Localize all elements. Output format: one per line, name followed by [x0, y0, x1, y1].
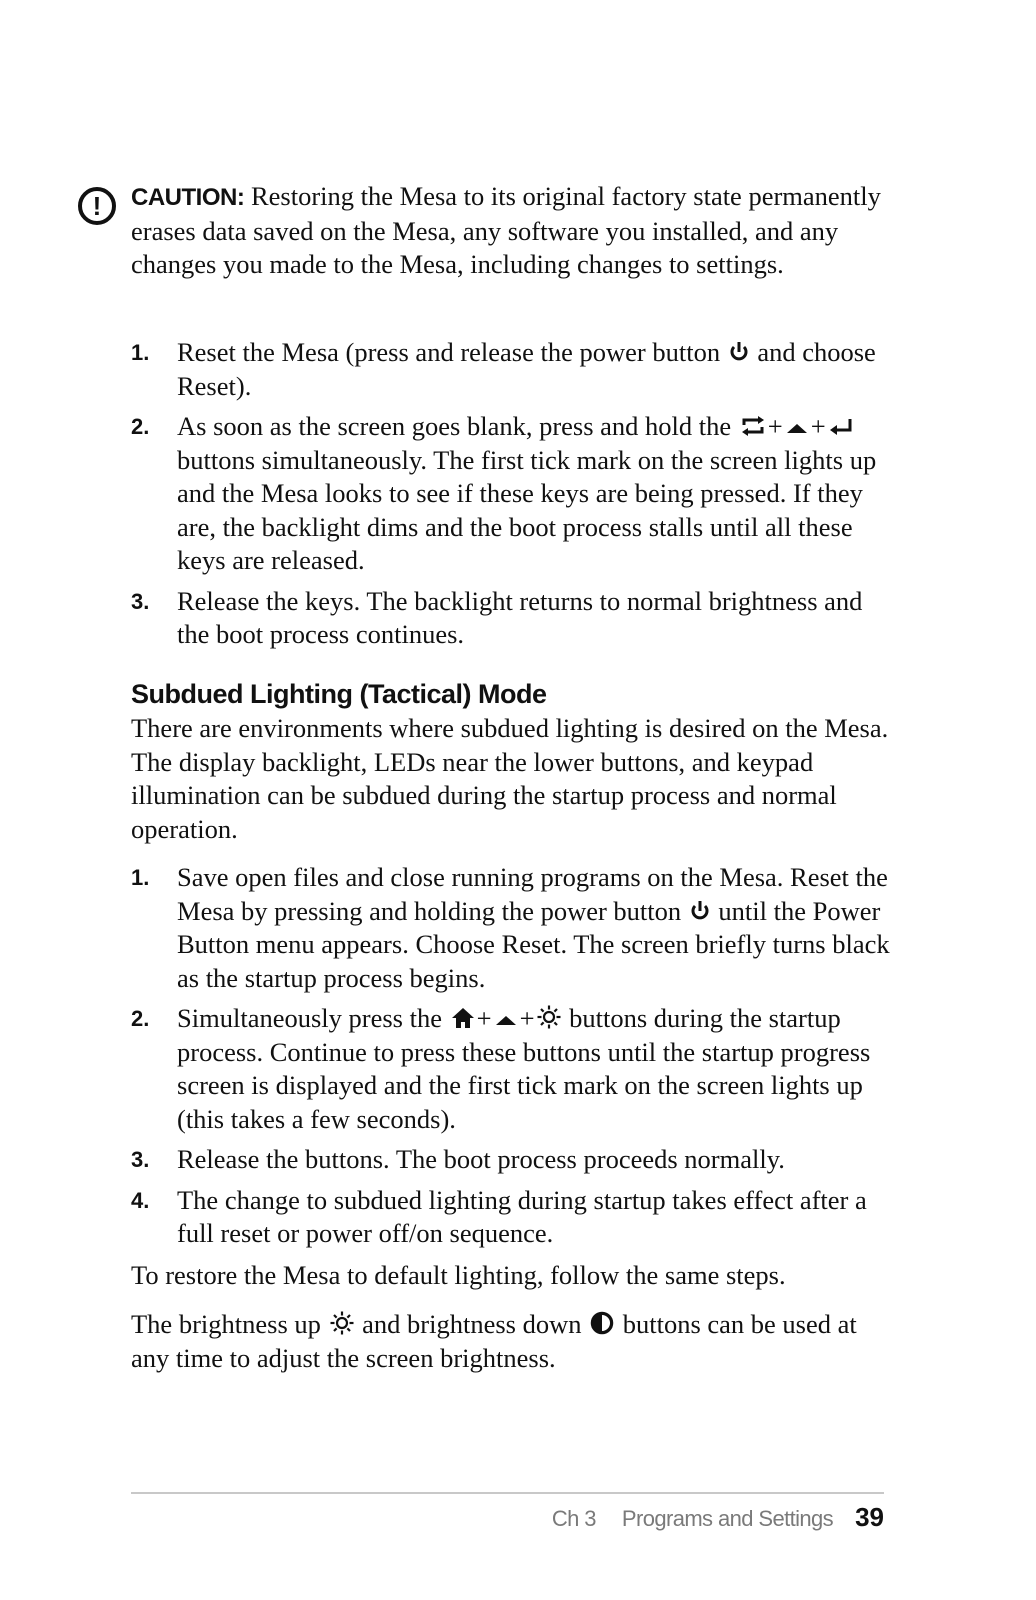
list-item [131, 585, 901, 652]
footer-section: Programs and Settings [621, 1506, 834, 1531]
up-arrow-icon [494, 1013, 518, 1029]
brightness-note [131, 1308, 891, 1375]
step-number: 3. [131, 1147, 150, 1172]
plus-sign: + [810, 411, 826, 441]
brightness-down-icon [590, 1311, 614, 1335]
list-item [131, 1143, 901, 1177]
subdued-steps-list [131, 861, 901, 1258]
plus-sign: + [519, 1003, 535, 1033]
caution-text: Restoring the Mesa to its original factory state permanently erases data saved on the Mesa, any software you installed, and any changes you made to the Mesa, including changes to settings. [131, 181, 881, 279]
caution-label: CAUTION: [131, 184, 245, 211]
list-item [131, 1184, 901, 1251]
list-item [131, 861, 901, 995]
step-text: Reset the Mesa (press and release the power button [177, 337, 727, 367]
step-number: 3. [131, 588, 150, 614]
step-text: Save open files and close running programs on the Mesa. Reset the Mesa by pressing and holding the power button [177, 862, 888, 926]
section-heading: Subdued Lighting (Tactical) Mode [131, 679, 547, 709]
step-number: 1. [131, 340, 150, 365]
list-item [131, 410, 901, 578]
power-icon [729, 341, 749, 363]
home-icon [451, 1007, 475, 1029]
plus-sign: + [476, 1003, 492, 1033]
list-item [131, 1002, 901, 1136]
step-number: 1. [131, 865, 150, 890]
step-number: 4. [131, 1187, 150, 1213]
power-icon [690, 900, 710, 922]
step-number: 2. [131, 1006, 150, 1031]
footer-chapter: Ch 3 [551, 1506, 596, 1531]
step-text: and choose Reset). [177, 337, 876, 401]
brightness-text: buttons can be used at any time to adjust the screen brightness. [131, 1309, 857, 1373]
page-footer [552, 1502, 884, 1533]
tab-switch-icon [740, 415, 766, 437]
step-text: The change to subdued lighting during startup takes effect after a full reset or power off/on sequence. [177, 1184, 867, 1248]
up-arrow-icon [785, 421, 809, 437]
step-text: Release the keys. The backlight returns to normal brightness and the boot process continues. [177, 585, 863, 649]
step-text: buttons simultaneously. The first tick mark on the screen lights up and the Mesa looks to see if these keys are being pressed. If they are, the backlight dims and the boot process stalls until all these keys are released. [177, 444, 877, 575]
brightness-text: The brightness up [131, 1309, 328, 1339]
caution-note [131, 180, 891, 282]
list-item [131, 336, 901, 403]
step-text: buttons during the startup process. Continue to press these buttons until the startup progress screen is displayed and the first tick mark on the screen lights up (this takes a few seconds). [177, 1003, 871, 1134]
step-text: Release the buttons. The boot process proceeds normally. [177, 1144, 785, 1174]
step-text: Simultaneously press the [177, 1003, 449, 1033]
step-text: until the Power Button menu appears. Choose Reset. The screen briefly turns black as the startup process begins. [177, 895, 890, 993]
page-number: 39 [855, 1502, 884, 1532]
restore-note: To restore the Mesa to default lighting, follow the same steps. [131, 1260, 786, 1290]
brightness-up-icon [537, 1005, 561, 1029]
reset-steps-list [131, 336, 901, 659]
caution-icon: ! [78, 187, 116, 225]
step-number: 2. [131, 414, 150, 439]
brightness-up-icon [330, 1311, 354, 1335]
brightness-text: and brightness down [355, 1309, 589, 1339]
plus-sign: + [767, 411, 783, 441]
step-text: As soon as the screen goes blank, press and hold the [177, 411, 738, 441]
footer-divider [131, 1492, 884, 1494]
intro-paragraph: There are environments where subdued lighting is desired on the Mesa. The display backlight, LEDs near the lower buttons, and keypad illumination can be subdued during the startup process and normal operation. [131, 713, 889, 844]
enter-icon [828, 417, 854, 437]
